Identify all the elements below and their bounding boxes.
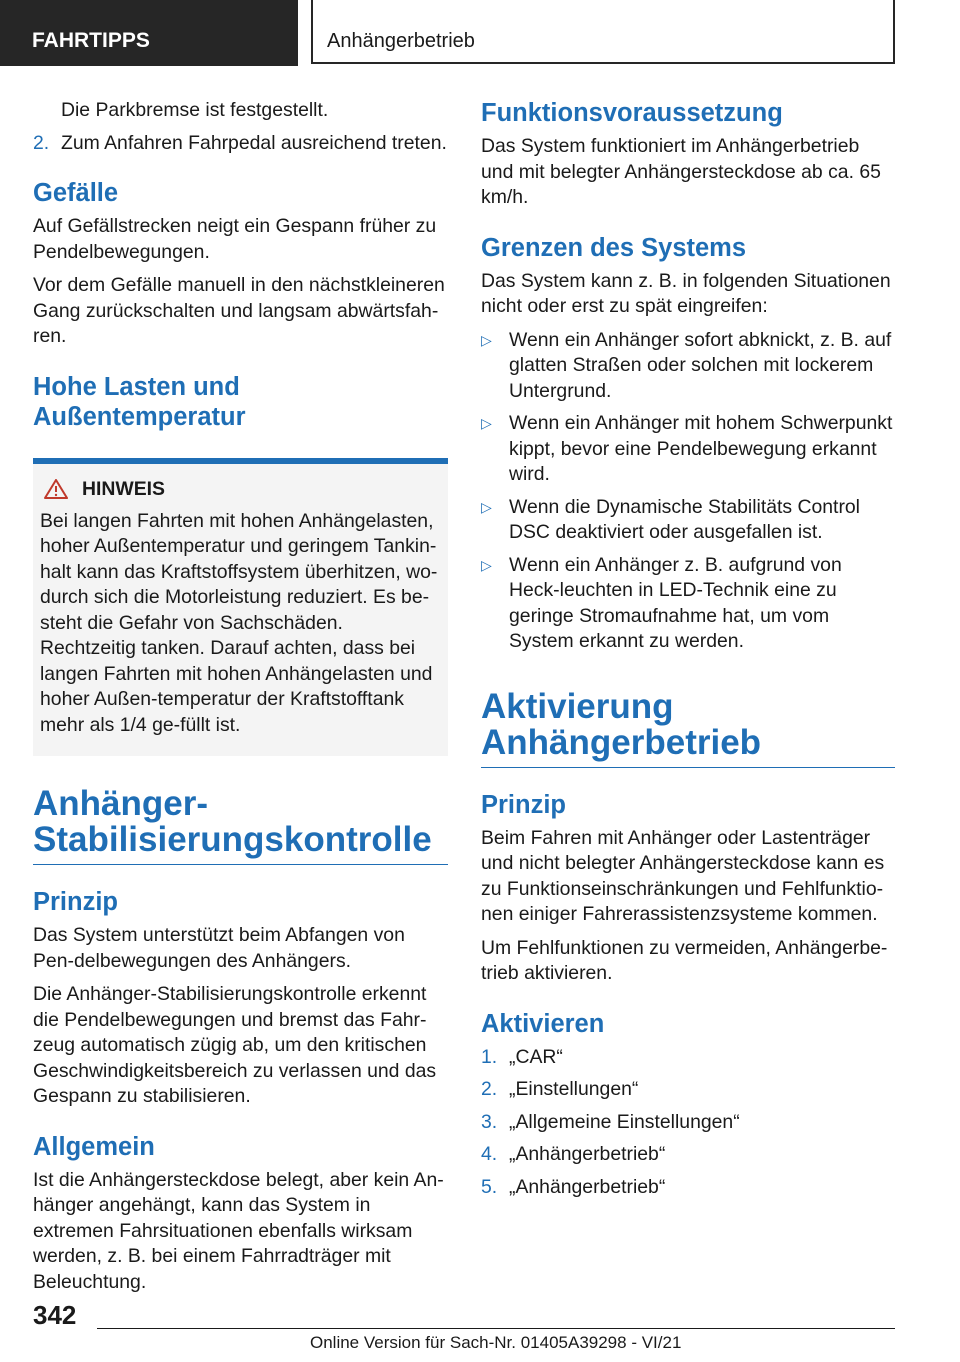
left-column	[33, 98, 448, 1303]
list-item: ▷ Wenn ein Anhänger sofort abknickt, z. B. auf glatten Straßen oder solchen mit lockerem Untergrund.	[481, 328, 892, 402]
step-number: 2.	[33, 131, 50, 154]
section-label: Anhängerbetrieb	[311, 0, 895, 64]
notice-text: Bei langen Fahrten mit hohen Anhängelasten, hoher Außentemperatur und geringem Tankin-halt kann das Kraftstoffsystem überhitzen, wo-durch sich die Motorleistung reduziert. Es be-steht die Gefahr von Sachschäden. Rechtzeitig tanken. Darauf achten, dass bei langen Fahrten mit hohen Anhängelasten und hoher Außen-temperatur der Kraftstofftank mehr als 1/4 ge-füllt ist.	[40, 509, 438, 736]
paragraph: Die Anhänger-Stabilisierungskontrolle erkennt die Pendelbewegungen und bremst das Fahr-zeug automatisch zügig ab, um den kritischen Geschwindigkeitsbereich zu verlassen und das Gespann zu stabilisieren.	[33, 983, 437, 1107]
list-item: 2. „Einstellungen“	[481, 1077, 895, 1103]
step-number: 4.	[481, 1143, 498, 1165]
step-number: 5.	[481, 1175, 498, 1198]
footer-version: Online Version für Sach-Nr. 01405A39298 - VI/21	[310, 1333, 682, 1352]
list-item: 3. „Allgemeine Einstellungen“	[481, 1110, 895, 1136]
warning-triangle-icon	[44, 479, 68, 499]
triangle-right-icon: ▷	[481, 498, 492, 515]
list-item: Die Parkbremse ist festgestellt.	[61, 99, 329, 121]
chapter-label: FAHRTIPPS	[0, 0, 298, 66]
triangle-right-icon: ▷	[481, 415, 492, 431]
triangle-right-icon: ▷	[481, 556, 492, 573]
page-number: 342	[33, 1300, 77, 1330]
heading-grenzen: Grenzen des Systems	[481, 233, 747, 262]
list-item: 5. „Anhängerbetrieb“	[481, 1175, 895, 1201]
heading-aktivieren: Aktivieren	[481, 1009, 605, 1038]
page-header	[0, 0, 960, 66]
heading-gefaelle: Gefälle	[33, 179, 119, 207]
list-item: 4. „Anhängerbetrieb“	[481, 1142, 895, 1168]
notice-header	[40, 478, 438, 501]
paragraph: Um Fehlfunktionen zu vermeiden, Anhängerbe-trieb aktivieren.	[481, 936, 888, 984]
step-number: 3.	[481, 1110, 498, 1133]
paragraph: Das System kann z. B. in folgenden Situationen nicht oder erst zu spät eingreifen:	[481, 269, 891, 317]
notice-box	[33, 458, 448, 757]
paragraph: Das System funktioniert im Anhängerbetrieb und mit belegter Anhängersteckdose ab ca. 65 km/h.	[481, 135, 881, 208]
list-item: 2. Zum Anfahren Fahrpedal ausreichend treten.	[33, 131, 448, 157]
heading-prinzip: Prinzip	[33, 888, 119, 916]
list-item: ▷ Wenn die Dynamische Stabilitäts Control DSC deaktiviert oder ausgefallen ist.	[481, 495, 860, 543]
triangle-right-icon: ▷	[481, 331, 492, 348]
heading-hohe-lasten: Hohe Lasten und Außentemperatur	[33, 372, 246, 431]
heading-stabilisierung: Anhänger-Stabilisierungskontrolle	[33, 786, 448, 865]
limits-list	[481, 328, 895, 655]
list-item: ▷ Wenn ein Anhänger z. B. aufgrund von Heck-leuchten in LED-Technik eine zu geringe Stromaufnahme hat, um vom System erkannt zu werden.	[481, 553, 842, 652]
paragraph: Beim Fahren mit Anhänger oder Lastenträger und nicht belegter Anhängersteckdose kann es zu Funktionseinschränkungen und Fehlfunktio-nen einiger Fahrerassistenzsysteme kommen.	[481, 826, 885, 925]
list-item: 1. „CAR“	[481, 1045, 895, 1071]
step-number: 1.	[481, 1045, 498, 1068]
heading-funktionsvoraussetzung: Funktionsvoraussetzung	[481, 99, 783, 127]
continued-steps	[33, 98, 448, 156]
right-column	[481, 98, 895, 1208]
footer-divider	[97, 1328, 895, 1329]
paragraph: Vor dem Gefälle manuell in den nächstkleineren Gang zurückschalten und langsam abwärtsfah-ren.	[33, 274, 445, 347]
list-item: ▷ Wenn ein Anhänger mit hohem Schwerpunkt kippt, bevor eine Pendelbewegung erkannt wird.	[481, 412, 893, 485]
step-number: 2.	[481, 1078, 498, 1100]
heading-aktivierung: Aktivierung Anhängerbetrieb	[481, 689, 895, 768]
paragraph: Das System unterstützt beim Abfangen von Pen-delbewegungen des Anhängers.	[33, 924, 405, 972]
paragraph: Auf Gefällstrecken neigt ein Gespann früher zu Pendelbewegungen.	[33, 215, 437, 263]
heading-prinzip-right: Prinzip	[481, 790, 567, 819]
notice-title: HINWEIS	[82, 477, 165, 500]
heading-allgemein: Allgemein	[33, 1132, 155, 1161]
activation-steps	[481, 1045, 895, 1201]
paragraph: Ist die Anhängersteckdose belegt, aber kein An-hänger angehängt, kann das System in extremen Fahrsituationen ebenfalls wirksam werden, z. B. bei einem Fahrradträger mit Beleuchtung.	[33, 1168, 444, 1293]
